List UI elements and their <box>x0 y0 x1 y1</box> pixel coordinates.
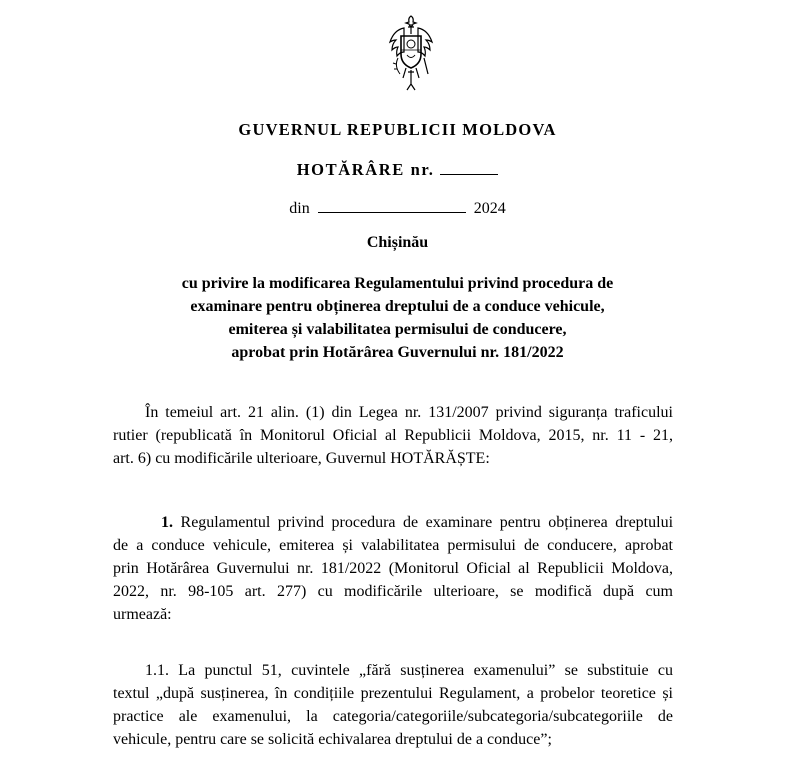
point-1-1-paragraph <box>113 659 673 751</box>
preamble-line: rutier (republicată în Monitorul Oficial al Republicii Moldova, 2015, nr. 11 - 21, <box>113 427 673 444</box>
decision-subject <box>0 272 795 364</box>
city-name: Chișinău <box>366 234 429 251</box>
decision-label: HOTĂRÂRE nr. <box>296 160 435 179</box>
coat-of-arms-emblem <box>386 14 436 94</box>
point-1-1-line: vehicule, pentru care se solicită echivalarea dreptului de a conduce”; <box>113 731 552 748</box>
point-1-line: 2022, nr. 98-105 art. 277) cu modificările ulterioare, se modifică după cum <box>113 583 673 600</box>
point-1-line: de a conduce vehicule, emiterea și valabilitatea permisului de conducere, aprobat <box>113 537 673 554</box>
subject-line: emiterea și valabilitatea permisului de conducere, <box>228 321 567 338</box>
subject-line: examinare pentru obținerea dreptului de a conduce vehicule, <box>190 298 605 315</box>
preamble-line: art. 6) cu modificările ulterioare, Guvernul HOTĂRĂȘTE: <box>113 450 490 467</box>
decision-date <box>0 200 795 218</box>
date-year: 2024 <box>473 200 506 217</box>
subject-line: cu privire la modificarea Regulamentului privind procedura de <box>181 275 614 292</box>
point-1-line: prin Hotărârea Guvernului nr. 181/2022 (Monitorul Oficial al Republicii Moldova, <box>113 560 673 577</box>
point-1-1-line: 1.1. La punctul 51, cuvintele „fără susținerea examenului” se substituie cu <box>145 662 673 679</box>
government-title: GUVERNUL REPUBLICII MOLDOVA <box>238 120 557 139</box>
point-1-paragraph <box>113 511 673 626</box>
preamble-paragraph <box>113 401 673 470</box>
point-1-text: Regulamentul privind procedura de examinare pentru obținerea dreptului <box>180 514 674 531</box>
decision-heading <box>0 160 795 180</box>
point-1-number: 1. <box>161 514 173 531</box>
decision-number-blank <box>440 160 498 175</box>
point-1-first-line <box>113 511 673 534</box>
point-1-1-line: textul „după susținerea, în condițiile prezentului Regulament, a probelor teoretice și <box>113 685 673 702</box>
preamble-line: În temeiul art. 21 alin. (1) din Legea nr. 131/2007 privind siguranța traficului <box>145 404 673 421</box>
point-1-line: urmează: <box>113 606 172 623</box>
subject-line: aprobat prin Hotărârea Guvernului nr. 181/2022 <box>231 344 564 361</box>
point-1-1-line: practice ale examenului, la categoria/categoriile/subcategoria/subcategoriile de <box>113 708 673 725</box>
date-prefix: din <box>289 200 310 217</box>
date-blank <box>318 200 466 213</box>
